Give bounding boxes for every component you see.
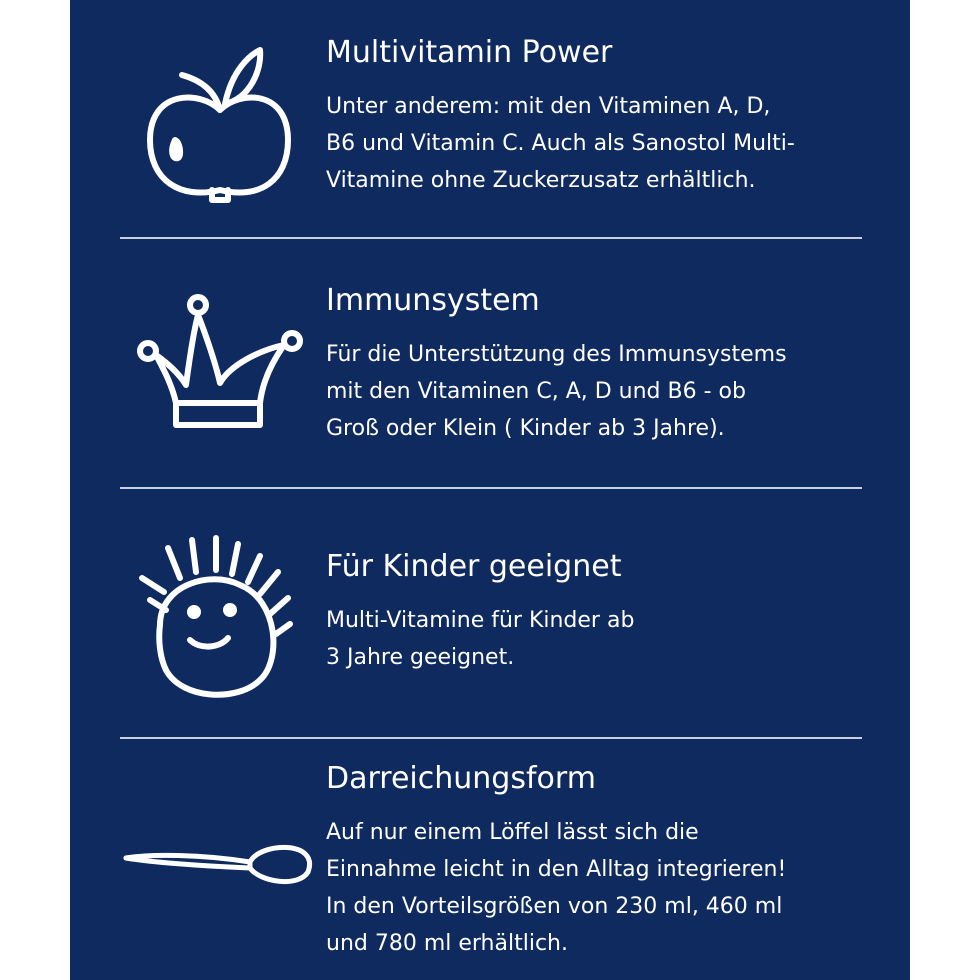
section-body-line: In den Vorteilsgrößen von 230 ml, 460 ml (326, 894, 783, 919)
apple-icon (120, 30, 320, 230)
section-body-line: Unter anderem: mit den Vitaminen A, D, (326, 94, 771, 119)
crown-icon (120, 275, 320, 475)
section-text (326, 760, 886, 962)
section-body-line: mit den Vitaminen C, A, D und B6 - ob (326, 379, 746, 404)
section-body-line: B6 und Vitamin C. Auch als Sanostol Multi- (326, 131, 795, 156)
section-title: Multivitamin Power (326, 35, 613, 70)
section-body-line: Auf nur einem Löffel lässt sich die (326, 820, 699, 845)
section-title: Für Kinder geeignet (326, 549, 622, 584)
section-text (326, 548, 886, 676)
section-title: Darreichungsform (326, 761, 596, 796)
spoon-icon (120, 770, 330, 970)
divider (120, 487, 862, 489)
section-body-line: Einnahme leicht in den Alltag integrieren! (326, 857, 787, 882)
section-text (326, 34, 886, 199)
child-face-icon (120, 530, 320, 730)
divider (120, 737, 862, 739)
divider (120, 237, 862, 239)
section-body-line: Multi-Vitamine für Kinder ab (326, 608, 635, 633)
section-body-line: Vitamine ohne Zuckerzusatz erhältlich. (326, 168, 756, 193)
section-body-line: und 780 ml erhältlich. (326, 931, 568, 956)
section-body-line: 3 Jahre geeignet. (326, 645, 515, 670)
section-body-line: Für die Unterstützung des Immunsystems (326, 342, 787, 367)
info-panel (70, 0, 910, 980)
section-body-line: Groß oder Klein ( Kinder ab 3 Jahre). (326, 416, 725, 441)
section-title: Immunsystem (326, 283, 540, 318)
section-text (326, 282, 886, 447)
